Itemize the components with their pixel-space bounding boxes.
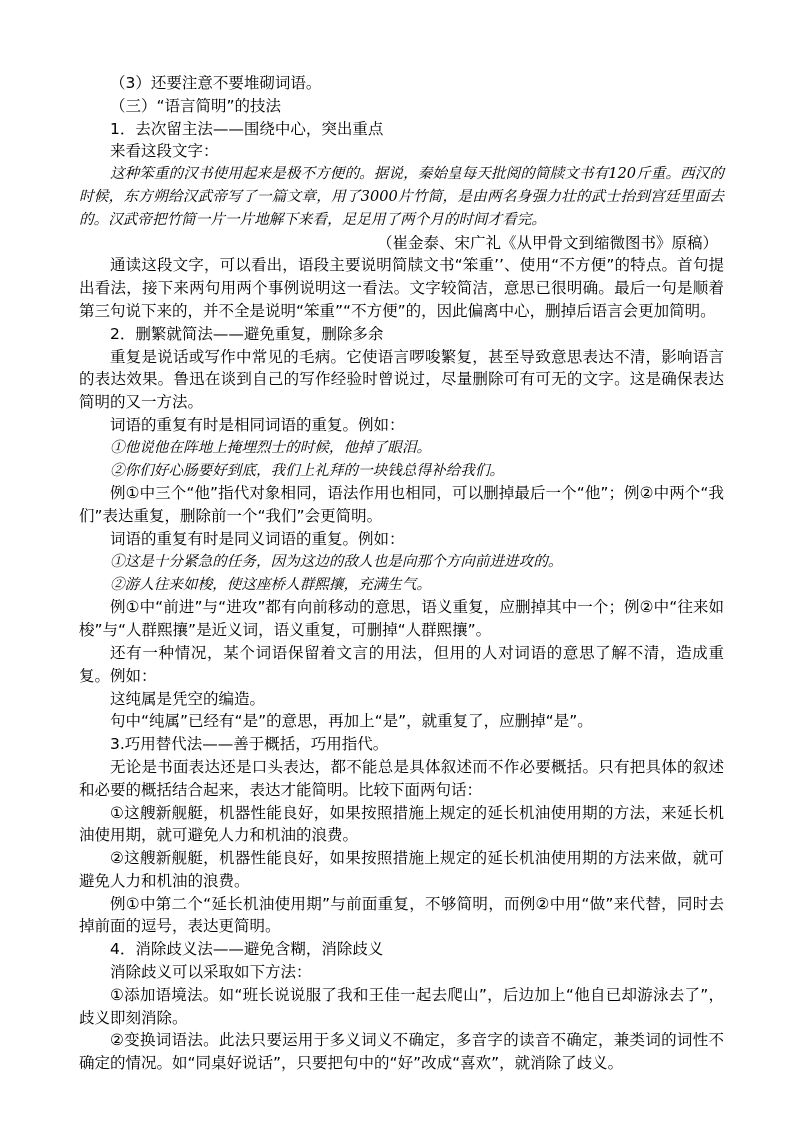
- document-page: [79, 72, 724, 1075]
- paragraph: 例①中三个“他”指代对象相同，语法作用也相同，可以删掉最后一个“他”；例②中两个“我们”表达重复，删除前一个“我们”会更简明。: [79, 484, 724, 526]
- paragraph: 通读这段文字，可以看出，语段主要说明简牍文书“笨重’’、使用“不方便”的特点。首句提出看法，接下来两句用两个事例说明这一看法。文字较简洁，意思已很明确。最后一句是顺着第三句说下来的，并不全是说明“笨重”“不方便”的，因此偏离中心，删掉后语言会更加简明。: [79, 256, 724, 320]
- paragraph: ①添加语境法。如“班长说说服了我和王佳一起去爬山”，后边加上“他自已却游泳去了”，歧义即刻消除。: [79, 985, 724, 1027]
- example-sentence: 这纯属是凭空的编造。: [110, 689, 266, 708]
- paragraph: （3）还要注意不要堆砌词语。: [110, 74, 322, 92]
- paragraph: 例①中“前进”与“进攻”都有向前移动的意思，语义重复，应删掉其中一个；例②中“往来如梭”与“人群熙攘”是近义词，语义重复，可删掉“人群熙攘”。: [79, 598, 724, 640]
- paragraph: 还有一种情况，某个词语保留着文言的用法，但用的人对词语的意思了解不清，造成重复。例如：: [79, 643, 724, 685]
- section-heading: （三）“语言简明”的技法: [110, 96, 282, 115]
- paragraph: 来看这段文字：: [110, 142, 219, 161]
- paragraph: 无论是书面表达还是口头表达，都不能总是具体叙述而不作必要概括。只有把具体的叙述和必要的概括结合起来，表达才能简明。比较下面两句话：: [79, 757, 724, 799]
- subheading: 2．删繁就简法——避免重复，删除多余: [110, 324, 384, 343]
- example-sentence: ②游人往来如梭，使这座桥人群熙攘，充满生气。: [110, 575, 432, 593]
- example-sentence: ①他说他在阵地上掩埋烈士的时候，他掉了眼泪。: [110, 438, 432, 456]
- citation: （崔金泰、宋广礼《从甲骨文到缩微图书》原稿）: [376, 233, 718, 252]
- subheading: 3.巧用替代法——善于概括，巧用指代。: [110, 735, 389, 754]
- paragraph: 消除歧义可以采取如下方法：: [110, 963, 312, 982]
- paragraph: 词语的重复有时是同义词语的重复。例如：: [110, 529, 405, 548]
- example-sentence: ②你们好心肠要好到底，我们上礼拜的一块钱总得补给我们。: [110, 461, 505, 479]
- example-sentence: ①这是十分紧急的任务，因为这边的敌人也是向那个方向前进进攻的。: [110, 552, 563, 570]
- example-sentence: ①这艘新舰艇，机器性能良好，如果按照措施上规定的延长机油使用期的方法，来延长机油使用期，就可避免人力和机油的浪费。: [79, 803, 724, 845]
- paragraph: ②变换词语法。此法只要运用于多义词义不确定，多音字的读音不确定，兼类词的词性不确定的情况。如“同桌好说话”，只要把句中的“好”改成“喜欢”，就消除了歧义。: [79, 1031, 724, 1073]
- paragraph: 句中“纯属”已经有“是”的意思，再加上“是”，就重复了，应删掉“是”。: [110, 712, 593, 731]
- example-sentence: ②这艘新舰艇，机器性能良好，如果按照措施上规定的延长机油使用期的方法来做，就可避免人力和机油的浪费。: [79, 849, 724, 890]
- subheading: 4．消除歧义法——避免含糊，消除歧义: [110, 940, 384, 959]
- paragraph: 词语的重复有时是相同词语的重复。例如：: [110, 415, 405, 434]
- paragraph: 重复是说话或写作中常见的毛病。它使语言啰唆繁复，甚至导致意思表达不清，影响语言的表达效果。鲁迅在谈到自己的写作经验时曾说过，尽量删除可有可无的文字。这是确保表达简明的又一方法。: [79, 347, 724, 412]
- quoted-passage: 这种笨重的汉书使用起来是极不方便的。据说，秦始皇每天批阅的简牍文书有120斤重。西汉的时候，东方朔给汉武帝写了一篇文章，用了3000片竹简，是由两名身强力壮的武士抬到宫廷里面去的。汉武帝把竹简一片一片地解下来看，足足用了两个月的时间才看完。: [79, 165, 724, 228]
- subheading: 1．去次留主法——围绕中心，突出重点: [110, 119, 384, 138]
- paragraph: 例①中第二个“延长机油使用期”与前面重复，不够简明，而例②中用“做”来代替，同时去掉前面的逗号，表达更简明。: [79, 894, 724, 936]
